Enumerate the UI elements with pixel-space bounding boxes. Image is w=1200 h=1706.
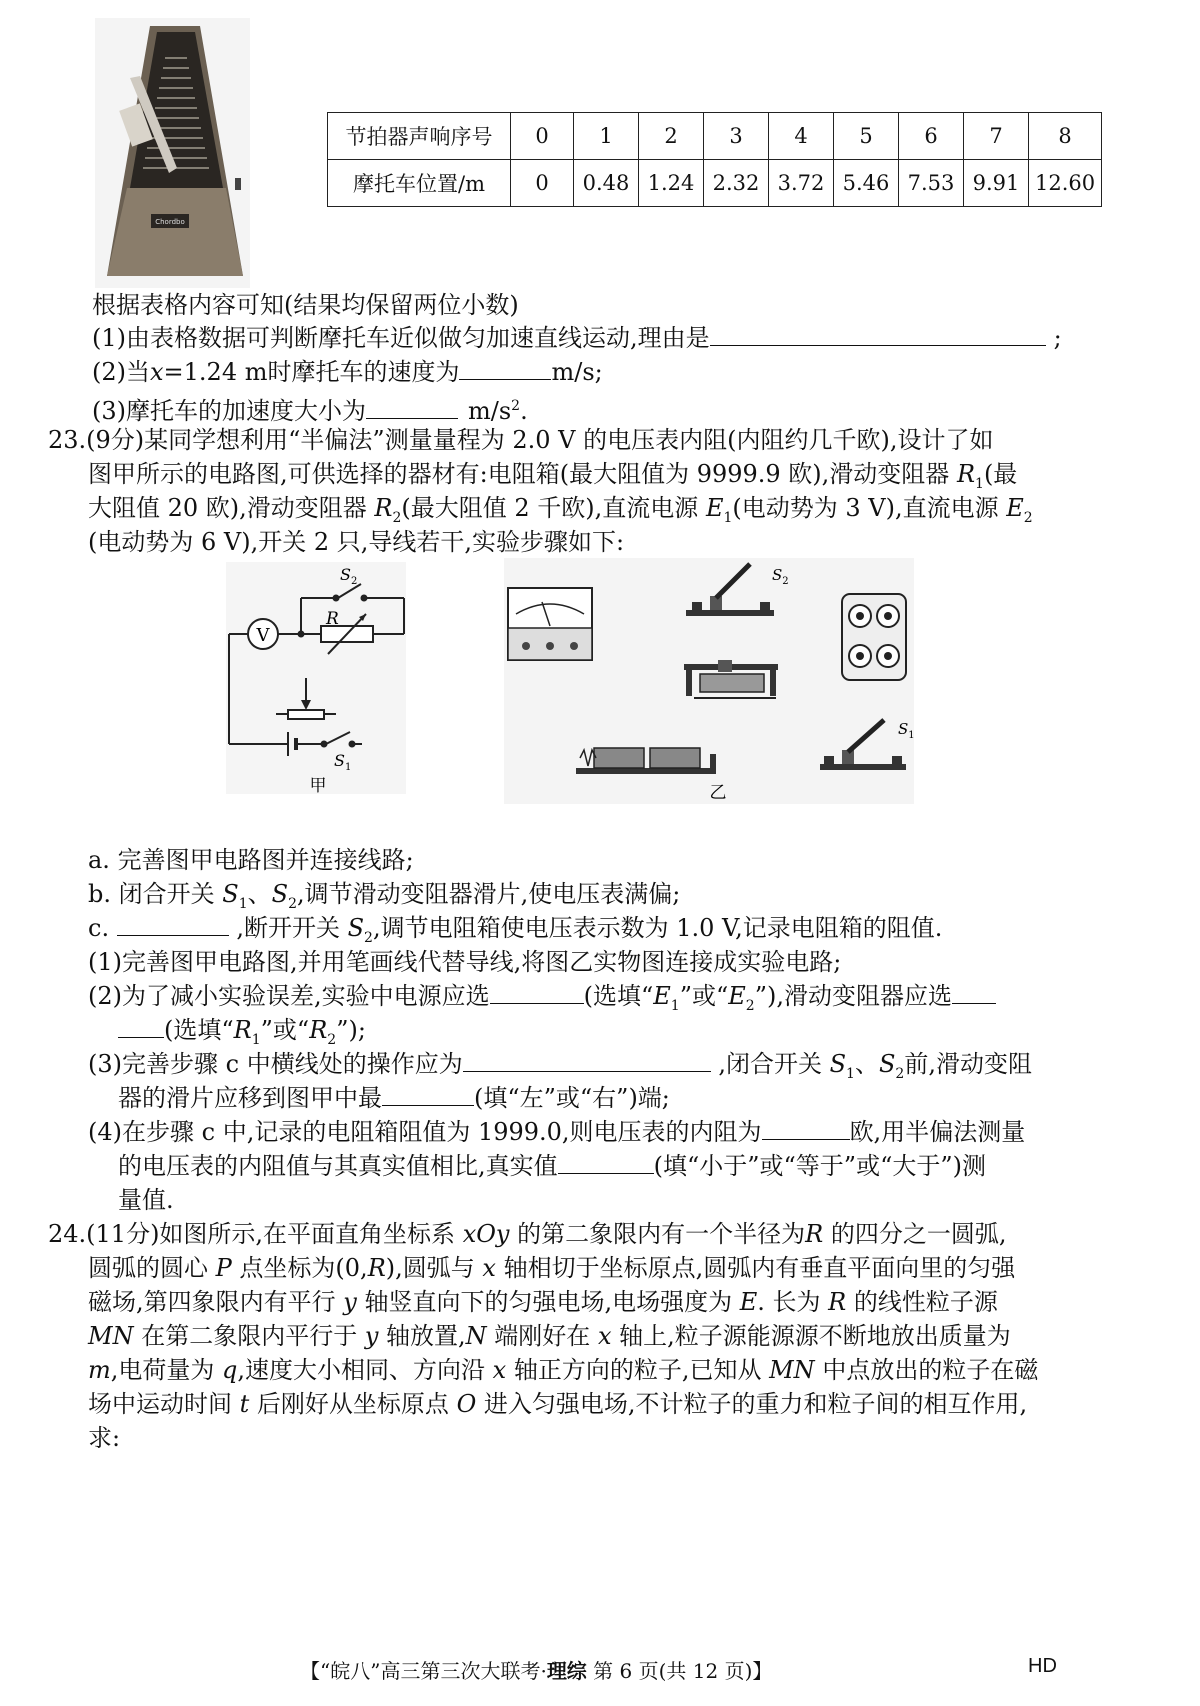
answer-blank[interactable] [382,1083,474,1106]
switch-s1-label: $S_1$ [334,751,352,773]
table-cell: 6 [899,113,964,160]
answer-blank[interactable] [762,1117,850,1140]
q22-part2-unit: m/s; [551,358,603,386]
table-cell: 2.32 [704,160,769,207]
footer-title: 【“皖八”高三第三次大联考· [300,1659,547,1683]
q22-part2-var: x [150,358,164,386]
q23-step-b: b. 闭合开关 $S_1$、$S_2$,调节滑动变阻器滑片,使电压表满偏; [88,880,681,912]
answer-blank[interactable] [952,981,996,1004]
q23-question2-cont: (选填“$R_1$”或“$R_2$”); [118,1014,1200,1056]
equipment-diagram-yi [504,558,914,804]
q23-sub: 2 [1023,509,1033,526]
q23-line1: 23.(9分)某同学想利用“半偏法”测量量程为 2.0 V 的电压表内阻(内阻约几千欧),设计了如 [48,426,994,454]
q23-step-c: c. ,断开开关 $S_2$,调节电阻箱使电压表示数为 1.0 V,记录电阻箱的阻值. [88,914,943,946]
q24-line7: 求: [88,1424,121,1452]
q23-text: 大阻值 20 欧),滑动变阻器 [88,494,375,522]
answer-blank[interactable] [558,1151,654,1174]
q23-sym-e: E [705,494,724,522]
table-cell: 5.46 [834,160,899,207]
voltmeter-label: V [256,625,270,646]
figure-yi-caption: 乙 [709,783,727,803]
footer-page-number: 第 6 页(共 12 页)】 [586,1659,773,1683]
q23-question4-cont: 的电压表的内阻值与其真实值相比,真实值 (填“小于”或“等于”或“大于”)测 [118,1152,986,1180]
svg-text:S1: $S_1$ [898,720,915,741]
q23-question4: (4)在步骤 c 中,记录的电阻箱阻值为 1999.0,则电压表的内阻为 欧,用半偏法测量 [88,1118,1026,1146]
q23-sub: 2 [392,509,402,526]
answer-blank[interactable] [463,1049,711,1072]
q24-line1: 24.(11分)如图所示,在平面直角坐标系 xOy 的第二象限内有一个半径为R 的四分之一圆弧, [48,1220,1007,1248]
q22-part2-text-a: (2)当 [92,358,150,386]
q24-line3: 磁场,第四象限内有平行 y 轴竖直向下的匀强电场,电场强度为 E. 长为 R 的线性粒子源 [88,1288,998,1316]
metronome-logo: Chordbo [155,218,185,226]
table-cell: 0.48 [574,160,639,207]
table-cell: 7 [964,113,1029,160]
q24-line2: 圆弧的圆心 P 点坐标为(0,R),圆弧与 x 轴相切于坐标原点,圆弧内有垂直平面向里的匀强 [88,1254,1016,1282]
resistor-box-label: R [326,609,339,629]
q23-question3: (3)完善步骤 c 中横线处的操作应为 ,闭合开关 $S_1$、$S_2$前,滑动变阻 [88,1050,1032,1082]
q23-sym-r: R [956,460,976,488]
q23-text: (电动势为 3 V),直流电源 [732,494,1007,522]
table-cell: 9.91 [964,160,1029,207]
table-header-cell: 摩托车位置/m [328,160,511,207]
page-footer [300,1655,772,1684]
q23-text: (最大阻值 2 千欧),直流电源 [401,494,706,522]
footer-code: HD [1028,1655,1057,1677]
q23-sub: 1 [975,475,984,492]
q23-text: 图甲所示的电路图,可供选择的器材有:电阻箱(最大阻值为 9999.9 欧),滑动变阻器 [88,460,957,488]
q22-part3-sup: 2 [511,398,521,414]
table-cell: 2 [639,113,704,160]
q24-line5: m,电荷量为 q,速度大小相同、方向沿 x 轴正方向的粒子,已知从 MN 中点放出的粒子在磁 [88,1356,1039,1384]
voltmeter-device [508,588,592,660]
answer-blank[interactable] [118,1015,164,1038]
answer-blank[interactable] [459,357,551,380]
q22-part3-unit: m/s [468,397,512,425]
table-header-cell: 节拍器声响序号 [328,113,511,160]
q23-question3-cont: 器的滑片应移到图甲中最 (填“左”或“右”)端; [118,1084,670,1112]
q22-part1 [92,322,1200,354]
q22-intro: 根据表格内容可知(结果均保留两位小数) [92,291,519,319]
answer-blank[interactable] [710,323,1046,346]
svg-text:S2: $S_2$ [772,566,789,587]
answer-blank[interactable] [366,396,458,419]
q24-line6: 场中运动时间 t 后刚好从坐标原点 O 进入匀强电场,不计粒子的重力和粒子间的相互作用, [88,1390,1028,1418]
resistance-box-device [842,594,906,680]
table-cell: 3 [704,113,769,160]
q23-step-a: a. 完善图甲电路图并连接线路; [88,846,414,874]
q23-line4: (电动势为 6 V),开关 2 只,导线若干,实验步骤如下: [88,528,625,556]
circuit-diagram-jia [226,562,406,794]
q22-part1-text: (1)由表格数据可判断摩托车近似做匀加速直线运动,理由是 [92,324,710,352]
q22-part3 [92,390,1200,427]
table-cell: 7.53 [899,160,964,207]
q23-question2: (2)为了减小实验误差,实验中电源应选 (选填“$E_1$”或“$E_2$”),滑动变阻器应选 [88,980,1200,1022]
table-cell: 4 [769,113,834,160]
q23-sub: 1 [723,509,733,526]
table-row [328,113,1102,160]
q23-sym-r: R [374,494,393,522]
table-cell: 8 [1029,113,1102,160]
answer-blank[interactable] [490,981,584,1004]
table-cell: 12.60 [1029,160,1102,207]
table-cell: 3.72 [769,160,834,207]
q23-sym-e: E [1006,494,1024,522]
q22-part2-text-b: =1.24 m时摩托车的速度为 [163,358,460,386]
q22-part3-end: . [520,397,528,425]
table-row [328,160,1102,207]
q24-line4: MN 在第二象限内平行于 y 轴放置,N 端刚好在 x 轴上,粒子源能源源不断地放出质量为 [88,1322,1011,1350]
metronome-image [95,18,250,288]
table-cell: 1.24 [639,160,704,207]
switch-s2-label: $S_2$ [340,565,358,587]
figure-jia-caption: 甲 [309,776,327,796]
table-cell: 0 [511,160,574,207]
table-cell: 0 [511,113,574,160]
q23-text: (最 [983,460,1018,488]
table-cell: 1 [574,113,639,160]
q23-question1: (1)完善图甲电路图,并用笔画线代替导线,将图乙实物图连接成实验电路; [88,948,842,976]
answer-blank[interactable] [117,913,229,936]
metronome-data-table [327,112,1102,207]
q23-question4-end: 量值. [118,1186,174,1214]
q22-part3-text: (3)摩托车的加速度大小为 [92,397,366,425]
footer-subject: 理综 [546,1659,587,1683]
q22-part1-end: ; [1053,324,1062,352]
table-cell: 5 [834,113,899,160]
q22-part2 [92,356,1200,388]
